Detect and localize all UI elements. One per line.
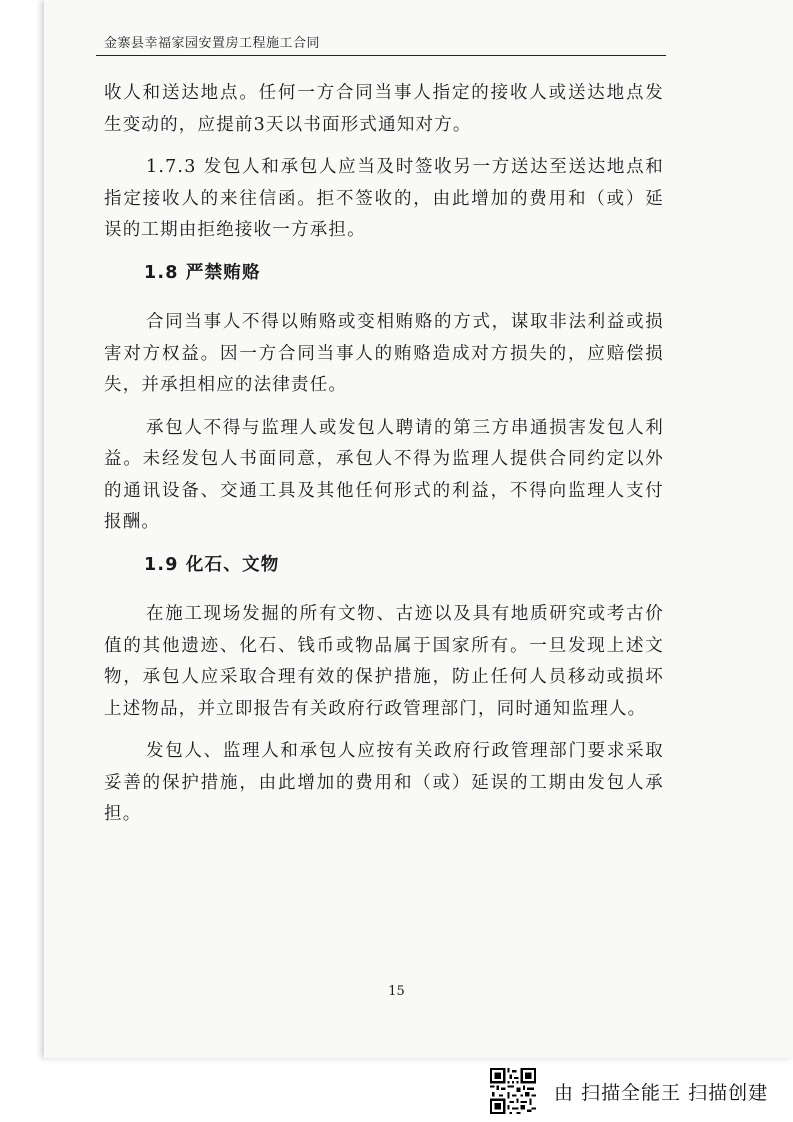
scan-attribution-text: 由 扫描全能王 扫描创建: [554, 1081, 769, 1104]
section-heading-1-9: 1.9 化石、文物: [144, 554, 280, 575]
document-header: 金寨县幸福家园安置房工程施工合同: [104, 36, 321, 51]
paragraph-delivery-continuation: 收人和送达地点。任何一方合同当事人指定的接收人或送达地点发生变动的，应提前3天以书面形式通知对方。: [104, 83, 664, 135]
scanner-watermark: [490, 1066, 768, 1116]
document-body: [104, 78, 664, 842]
header-divider: [96, 55, 666, 56]
paragraph-bribery-1: 合同当事人不得以贿赂或变相贿赂的方式，谋取非法利益或损害对方权益。因一方合同当事人的贿赂造成对方损失的，应赔偿损失，并承担相应的法律责任。: [104, 312, 664, 395]
qr-code-icon: [490, 1068, 536, 1114]
paragraph-bribery-2: 承包人不得与监理人或发包人聘请的第三方串通损害发包人利益。未经发包人书面同意，承包人不得为监理人提供合同约定以外的通讯设备、交通工具及其他任何形式的利益，不得向监理人支付报酬。: [104, 417, 664, 532]
paragraph-relics-1: 在施工现场发掘的所有文物、古迹以及具有地质研究或考古价值的其他遗迹、化石、钱币或物品属于国家所有。一旦发现上述文物，承包人应采取合理有效的保护措施，防止任何人员移动或损坏上述物品，并立即报告有关政府行政管理部门，同时通知监理人。: [104, 604, 664, 719]
page-number: 15: [388, 984, 405, 999]
paragraph-relics-2: 发包人、监理人和承包人应按有关政府行政管理部门要求采取妥善的保护措施，由此增加的费用和（或）延误的工期由发包人承担。: [104, 741, 664, 824]
paragraph-1-7-3: 1.7.3 发包人和承包人应当及时签收另一方送达至送达地点和指定接收人的来往信函。拒不签收的，由此增加的费用和（或）延误的工期由拒绝接收一方承担。: [104, 157, 664, 240]
section-heading-1-8: 1.8 严禁贿赂: [144, 262, 261, 283]
